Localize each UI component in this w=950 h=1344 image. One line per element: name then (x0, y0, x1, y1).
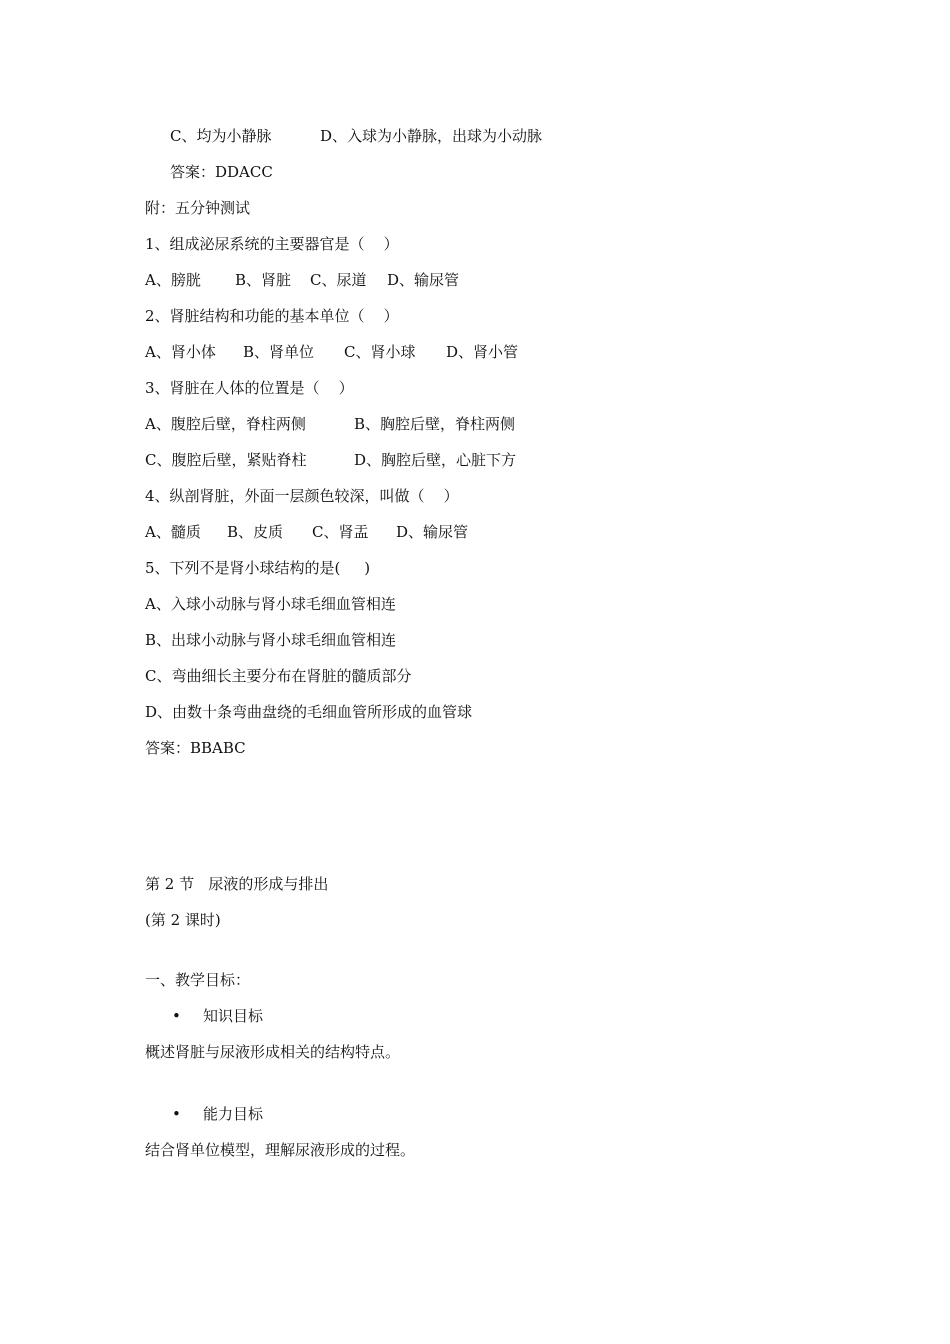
knowledge-label: 知识目标 (203, 1007, 264, 1025)
question-3: 3、肾脏在人体的位置是（ ） (145, 379, 354, 397)
q1-option-c: C、尿道 (310, 271, 367, 289)
q2-option-b: B、肾单位 (243, 343, 315, 361)
quiz-heading: 附：五分钟测试 (145, 199, 251, 217)
q4-option-c: C、肾盂 (312, 523, 369, 541)
q4-option-d: D、输尿管 (396, 523, 469, 541)
question-5: 5、下列不是肾小球结构的是( ) (145, 559, 371, 577)
q5-option-c: C、弯曲细长主要分布在肾脏的髓质部分 (145, 667, 412, 685)
objectives-heading: 一、教学目标： (145, 971, 251, 989)
question-1: 1、组成泌尿系统的主要器官是（ ） (145, 235, 399, 253)
q3-option-d: D、胸腔后壁，心脏下方 (354, 451, 517, 469)
prev-option-c: C、均为小静脉 (170, 127, 272, 145)
bullet-ability: • (172, 1105, 181, 1123)
knowledge-text: 概述肾脏与尿液形成相关的结构特点。 (145, 1043, 401, 1061)
q1-option-b: B、肾脏 (235, 271, 292, 289)
q5-option-b: B、出球小动脉与肾小球毛细血管相连 (145, 631, 397, 649)
q1-option-d: D、输尿管 (387, 271, 460, 289)
ability-label: 能力目标 (203, 1105, 264, 1123)
ability-text: 结合肾单位模型，理解尿液形成的过程。 (145, 1141, 416, 1159)
question-4: 4、纵剖肾脏，外面一层颜色较深，叫做（ ） (145, 487, 459, 505)
q4-option-a: A、髓质 (145, 523, 201, 541)
q5-option-a: A、入球小动脉与肾小球毛细血管相连 (145, 595, 396, 613)
section-title: 第 2 节 尿液的形成与排出 (145, 875, 329, 893)
q3-option-c: C、腹腔后壁，紧贴脊柱 (145, 451, 307, 469)
section-period: (第 2 课时) (145, 911, 221, 929)
q5-option-d: D、由数十条弯曲盘绕的毛细血管所形成的血管球 (145, 703, 473, 721)
q2-option-a: A、肾小体 (145, 343, 216, 361)
quiz-answer: 答案：BBABC (145, 739, 246, 757)
q3-option-a: A、腹腔后壁，脊柱两侧 (145, 415, 306, 433)
question-2: 2、肾脏结构和功能的基本单位（ ） (145, 307, 399, 325)
q2-option-c: C、肾小球 (344, 343, 416, 361)
prev-answer: 答案：DDACC (170, 163, 273, 181)
q2-option-d: D、肾小管 (446, 343, 519, 361)
q1-option-a: A、膀胱 (145, 271, 201, 289)
bullet-knowledge: • (172, 1007, 181, 1025)
q3-option-b: B、胸腔后壁，脊柱两侧 (354, 415, 516, 433)
q4-option-b: B、皮质 (227, 523, 284, 541)
prev-option-d: D、入球为小静脉，出球为小动脉 (320, 127, 543, 145)
